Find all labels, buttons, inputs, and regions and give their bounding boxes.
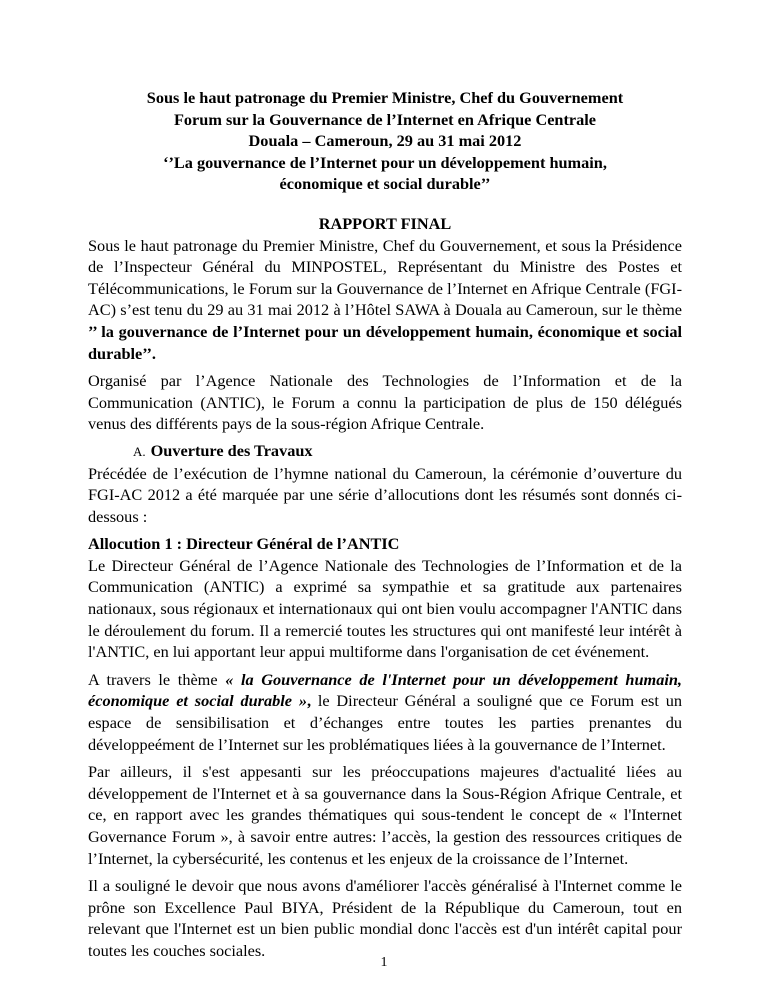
allocution-1-heading: Allocution 1 : Directeur Général de l’ANTIC: [88, 534, 400, 554]
report-title: RAPPORT FINAL: [318, 213, 452, 233]
intro-text: Sous le haut patronage du Premier Ministre, Chef du Gouvernement, et sous la Présidence de l’Inspecteur Général du MINPOSTEL, Représentant du Ministre des Postes et Télécommunications, le Forum sur la Gouvernance de l’Internet en Afrique Centrale (FGI-AC) s’est tenu du 29 au 31 mai 2012 à l’Hôtel SAWA à Douala au Cameroun, sur le thème: [88, 235, 682, 320]
document-page: [88, 87, 682, 962]
header-patronage-line: Sous le haut patronage du Premier Ministre, Chef du Gouvernement: [146, 88, 624, 107]
header-location-date-line: Douala – Cameroun, 29 au 31 mai 2012: [248, 131, 522, 151]
intro-paragraph: [88, 235, 682, 365]
intro-theme: ’’ la gouvernance de l’Internet pour un développement humain, économique et social durable’’.: [88, 321, 682, 363]
allocution-1-p2-start: A travers le thème: [88, 669, 226, 689]
allocution-1-paragraph-4: Il a souligné le devoir que nous avons d'améliorer l'accès généralisé à l'Internet comme le prône son Excellence Paul BIYA, Président de la République du Cameroun, tout en relevant que l'Internet est un bien public mondial donc l'accès est d'un intérêt capital pour toutes les couches sociales.: [88, 876, 682, 960]
document-header: [88, 87, 682, 195]
allocution-1-paragraph-3: Par ailleurs, il s'est appesanti sur les préoccupations majeures d'actualité liées au développement de l'Internet et à sa gouvernance dans la Sous-Région Afrique Centrale, et ce, en rapport avec les grandes thématiques qui sous-tendent le concept de « l'Internet Governance Forum », à savoir entre autres: l’accès, la gestion des ressources critiques de l’Internet, la cybersécurité, les contenus et les enjeux de la croissance de l’Internet.: [88, 762, 682, 868]
section-a-title: Ouverture des Travaux: [150, 440, 313, 460]
organisation-paragraph: Organisé par l’Agence Nationale des Technologies de l’Information et de la Communication (ANTIC), le Forum a connu la participation de plus de 150 délégués venus des différents pays de la sous-région Afrique Centrale.: [88, 371, 682, 434]
allocution-1-paragraph-1: Le Directeur Général de l’Agence Nationale des Technologies de l’Information et de la Communication (ANTIC) a exprimé sa sympathie et sa gratitude aux partenaires nationaux, sous régionaux et internationaux qui ont bien voulu accompagner l'ANTIC dans le déroulement du forum. Il a remercié toutes les structures qui ont manifesté leur intérêt à l'ANTIC, en lui apportant leur appui multiforme dans l'organisation de cet événement.: [88, 555, 682, 662]
header-forum-line: Forum sur la Gouvernance de l’Internet en Afrique Centrale: [173, 109, 597, 129]
ceremony-paragraph: Précédée de l’exécution de l’hymne national du Cameroun, la cérémonie d’ouverture du FGI-AC 2012 a été marquée par une série d’allocutions dont les résumés sont donnés ci-dessous :: [88, 463, 682, 526]
header-theme-line-1: ‘’La gouvernance de l’Internet pour un développement humain,: [163, 152, 607, 172]
allocution-1-p2-end: le Directeur Général a souligné que ce Forum est un espace de sensibilisation et d’échanges entre toutes les parties prenantes du développeément de l’Internet sur les problématiques liées à la gouvernance de l’Internet.: [88, 691, 682, 754]
header-theme-line-2: économique et social durable’’: [279, 174, 491, 194]
section-a-letter: A.: [133, 443, 146, 459]
allocution-1-p2-comma: ,: [306, 691, 312, 711]
page-number: 1: [380, 955, 388, 970]
allocution-1-p2-theme: « la Gouvernance de l'Internet pour un développement humain, économique et social durable »: [88, 669, 682, 711]
section-a-heading: [88, 440, 682, 463]
allocution-1-paragraph-2: [88, 669, 682, 755]
